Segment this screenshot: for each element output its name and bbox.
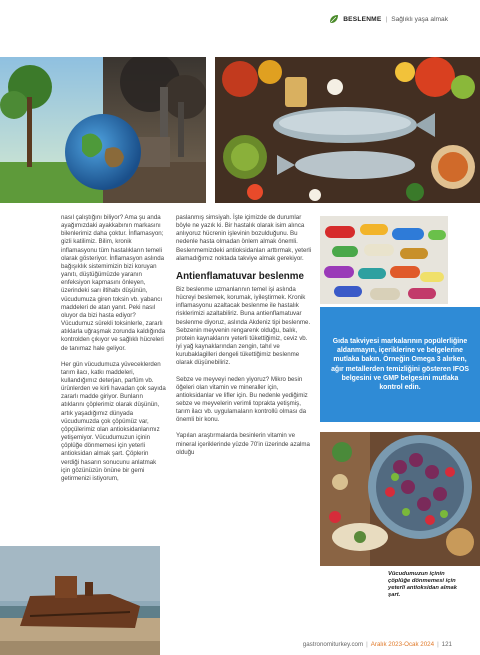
mediterranean-food-image [215, 57, 480, 203]
rusted-ship-image [0, 546, 160, 655]
page-footer [303, 641, 452, 648]
earth-pollution-image [0, 57, 206, 203]
page-header [329, 14, 448, 24]
image-caption: Vücudumuzun içinin çöplüğe dönmemesi için yeterli antioksidan almak şart. [388, 571, 457, 598]
footer-separator: | [366, 641, 368, 648]
supplement-pills-image [320, 216, 448, 304]
section-heading: Antienflamatuvar beslenme [176, 270, 304, 282]
body-column-middle [176, 214, 312, 465]
berries-nuts-image [320, 432, 480, 566]
paragraph: nasıl çalıştığını biliyor? Ama şu anda ayağımızdaki ayakkabının markasını bilenlerimiz daha çoktur. İnflamasyon; gizli katilimiz. Bilim, kronik inflamasyonu tüm hastalıkların temeli olarak gösteriyor. İnflamasyon aslında bağışıklık sistemimizin bizi koruyan yanıtı, düştüğümüzde yaranın enfeksiyon kapmasını önleyen, üzerindeki sarı iltihabı düşünün, vücudumuza giren toksin vb. yabancı maddeleri de atan yanıt. Peki nasıl oluyor da bizi hasta ediyor? Vücudumuz sürekli toksinlerle, zararlı atıklarla uğraşmak zorunda kaldığında kontrolden çıkıyor ve sağlıklı hücreleri de tanımaz hale geliyor. [61, 214, 166, 352]
footer-site: gastronomiturkey.com [302, 641, 364, 648]
paragraph: Biz beslenme uzmanlarının temel işi aslında hücreyi beslemek, korumak, iyileştirmek. Kronik inflamasyonu azaltacak beslenme ile hastalık risklerimizi azaltabiliriz. Buna antienflamatuvar beslenme diyoruz, aslında Akdeniz tipi beslenme. Sebzenin meyvenin rengarenk olduğu, balık, protein kaynaklarını yeterli tükettiğimiz, ceviz vb. iyi yağ kaynaklarından zengin, tahıl ve kurubaklagilleri dengeli tükettiğimiz beslenme olarak düşünebiliriz. [176, 285, 311, 367]
footer-date: Aralık 2023-Ocak 2024 [370, 641, 435, 648]
leaf-icon [329, 14, 339, 24]
callout-box [320, 307, 480, 422]
paragraph: Sebze ve meyveyi neden yiyoruz? Mikro besin öğeleri olan vitamin ve mineraller için, antioksidanlar ve lifler için. Bu nedenle yediğimiz sebze ve meyvelerin verimli toprakta yetişmiş, tarım ilacı vb. uygulamaların kontrollü olması da önemli bir konu. [176, 375, 308, 424]
section-label: BESLENME [343, 15, 382, 23]
page-number: 121 [441, 641, 452, 648]
paragraph: Her gün vücudumuza yüveceklerden tarım ilacı, katkı maddeleri, kullandığımız deterjan, parfüm vb. ürünlerden ve kirli havadan çok sayıda zararlı madde giriyor. Bunların atıklarını çöplerimiz olarak düşünün, artık yaşadığımız dünyada vücudumuzda çok çöpümüz var, çöpçülerimiz olan antioksidanlarımız yetişemiyor. Vücudumuzun içinin çöplüğe dönmemesi için yeterli antioksidan almak şart. Çöplerin verdiği hasarın sonucunu anlatmak için gözünüzün önüne bir gemi getirmenizi istiyorum, [61, 360, 166, 482]
paragraph: paslanmış simsiyah. İşte içimizde de durumlar böyle ne yazık ki. Bir hastalık olarak isim alınca anlıyoruz hücrenin işlevinin bozulduğunu. Bu nedenle hasta olmadan önlem almak önemli. Beslenmemizdeki antioksidanları arttırmak, yeterli alamadığımız noktada takviye almak gerekiyor. [176, 214, 312, 262]
paragraph: Yapılan araştırmalarda besinlerin vitamin ve mineral içeriklerinde yüzde 70'in üzerinde azalma olduğu [176, 432, 310, 456]
callout-text: Gıda takviyesi markalarının popülerliğine aldanmayın, içeriklerine ve belgelerine mutlaka bakın. Örneğin Omega 3 alırken, ağır metallerden temizliğini gösteren IFOS belgesini ve GMP belgesini mutlaka kontrol edin. [331, 337, 469, 392]
footer-separator: | [437, 641, 439, 648]
section-subtitle: Sağlıklı yaşa almak [391, 15, 448, 23]
header-separator: | [385, 15, 388, 23]
body-column-left [61, 214, 166, 491]
